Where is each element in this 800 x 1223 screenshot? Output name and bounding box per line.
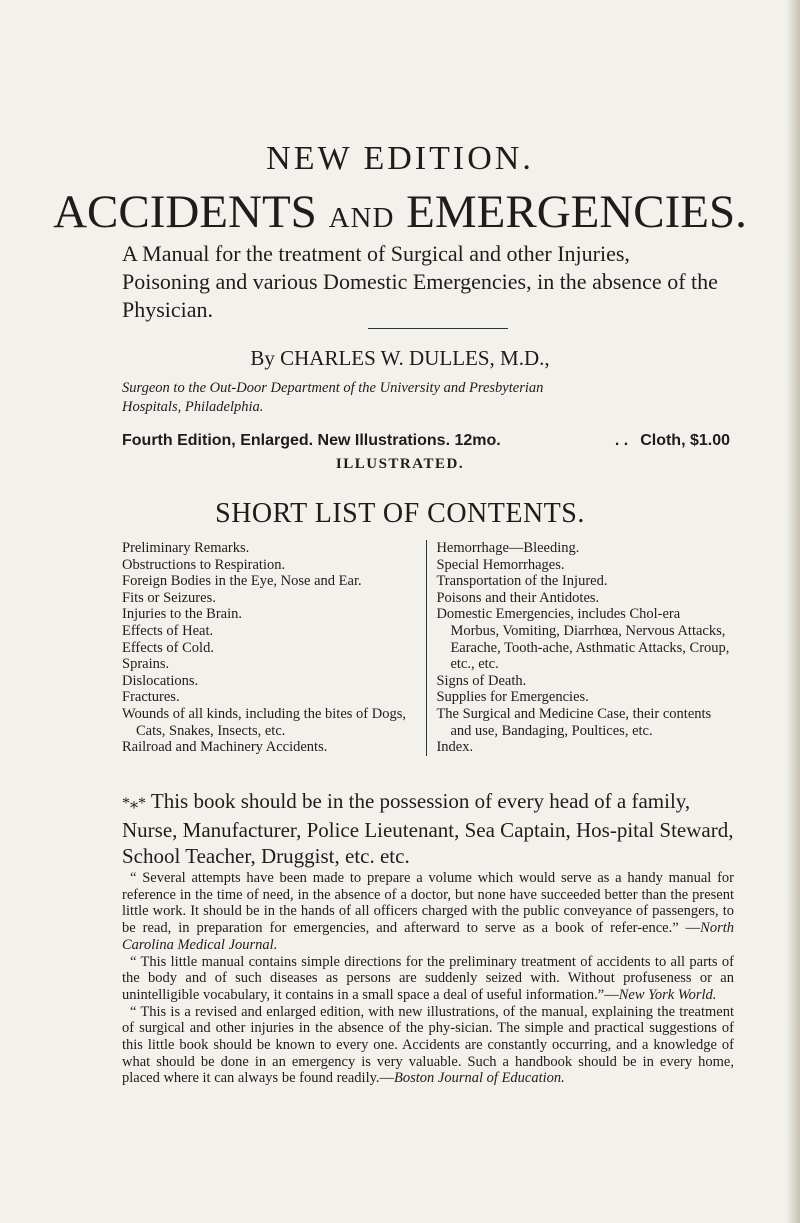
author-affiliation (122, 379, 722, 417)
review-quote (122, 1004, 734, 1088)
review-text: “ Several attempts have been made to prepare a volume which would serve as a handy manual for reference in the time of need, in the absence of a doctor, but none have succeeded better than the present little work. It should be in the hands of all officers charged with the public conveyance of passengers, to be read, in preparation for emergencies, and afterward to serve as a book of refer-ence.” — (122, 870, 734, 937)
author-byline: By CHARLES W. DULLES, M.D., (250, 346, 550, 370)
review-text: “ This is a revised and enlarged edition, with new illustrations, of the manual, explaining the treatment of surgical and other injuries in the absence of the phy-sician. The simple and practical suggestions of this little book should be known to every one. Accidents are constantly occurring, and a knowledge of what should be done in an emergency is very valuable. Such a handbook should be in every home, placed where it can always be found readily.— (122, 1003, 734, 1087)
contents-left-column (122, 540, 426, 756)
press-reviews (122, 870, 734, 1087)
asterism: *⁎* (122, 795, 146, 812)
review-quote (122, 870, 734, 954)
affiliation-line-1: Surgeon to the Out-Door Department of the University and Presbyterian (122, 380, 544, 396)
publication-details: Fourth Edition, Enlarged. New Illustrations. 12mo. (122, 432, 501, 449)
book-description: A Manual for the treatment of Surgical and other Injuries, Poisoning and various Domestic Emergencies, in the absence of the Physician. (122, 241, 718, 322)
review-source: North Carolina Medical Journal. (122, 920, 734, 953)
price: Cloth, $1.00 (640, 432, 730, 449)
review-source: Boston Journal of Education. (394, 1070, 565, 1087)
contents-item: Railroad and Machinery Accidents. (122, 739, 328, 756)
contents-item: Fits or Seizures. (122, 589, 216, 606)
contents-item: Transportation of the Injured. (436, 573, 608, 590)
affiliation-line-2: Hospitals, Philadelphia. (122, 399, 264, 415)
contents-item: Signs of Death. (436, 672, 527, 689)
contents-item: Dislocations. (122, 672, 199, 689)
title-and: AND (328, 202, 395, 234)
contents-right-column (426, 540, 732, 756)
divider-rule (368, 328, 508, 329)
review-quote (122, 954, 734, 1004)
contents-item: Effects of Cold. (122, 639, 214, 656)
edition-heading: NEW EDITION. (266, 140, 534, 177)
book-title (0, 185, 800, 239)
contents-item: Wounds of all kinds, including the bites of Dogs, Cats, Snakes, Insects, etc. (122, 705, 406, 739)
contents-item: Sprains. (122, 656, 170, 673)
title-part2: EMERGENCIES. (406, 186, 747, 238)
publication-details-row (122, 432, 730, 450)
contents-item: Preliminary Remarks. (122, 540, 250, 556)
contents-item: Fractures. (122, 689, 180, 706)
contents-item: Special Hemorrhages. (436, 556, 565, 573)
leader-dots: . . (614, 432, 629, 449)
possession-text: This book should be in the possession of every head of a family, Nurse, Manufacturer, Police Lieutenant, Sea Captain, Hos-pital Steward, School Teacher, Druggist, etc. etc. (122, 789, 734, 868)
contents-item: Effects of Heat. (122, 622, 214, 639)
contents-heading: SHORT LIST OF CONTENTS. (215, 498, 585, 529)
contents-item: Obstructions to Respiration. (122, 556, 286, 573)
contents-item: Supplies for Emergencies. (436, 689, 589, 706)
contents-columns (122, 540, 732, 756)
review-text: “ This little manual contains simple directions for the preliminary treatment of accidents to all parts of the body and of such diseases as persons are suddenly seized with. Without profuseness or an unintelligible vocabulary, it contains in a small space a deal of useful information.”— (122, 953, 734, 1003)
contents-item: Domestic Emergencies, includes Chol-era Morbus, Vomiting, Diarrhœa, Nervous Attacks, Earache, Tooth-ache, Asthmatic Attacks, Croup, etc., etc. (436, 606, 730, 673)
contents-item: Injuries to the Brain. (122, 606, 243, 623)
contents-item: The Surgical and Medicine Case, their contents and use, Bandaging, Poultices, etc. (436, 705, 712, 739)
contents-item: Foreign Bodies in the Eye, Nose and Ear. (122, 573, 362, 590)
contents-item: Index. (436, 739, 474, 756)
review-source: New York World. (618, 986, 717, 1003)
contents-item: Poisons and their Antidotes. (436, 589, 600, 606)
possession-note (122, 788, 734, 869)
title-part1: ACCIDENTS (53, 186, 317, 238)
page-edge-shadow (786, 0, 800, 1223)
illustrated-label: ILLUSTRATED. (335, 456, 465, 472)
contents-item: Hemorrhage—Bleeding. (436, 540, 580, 556)
